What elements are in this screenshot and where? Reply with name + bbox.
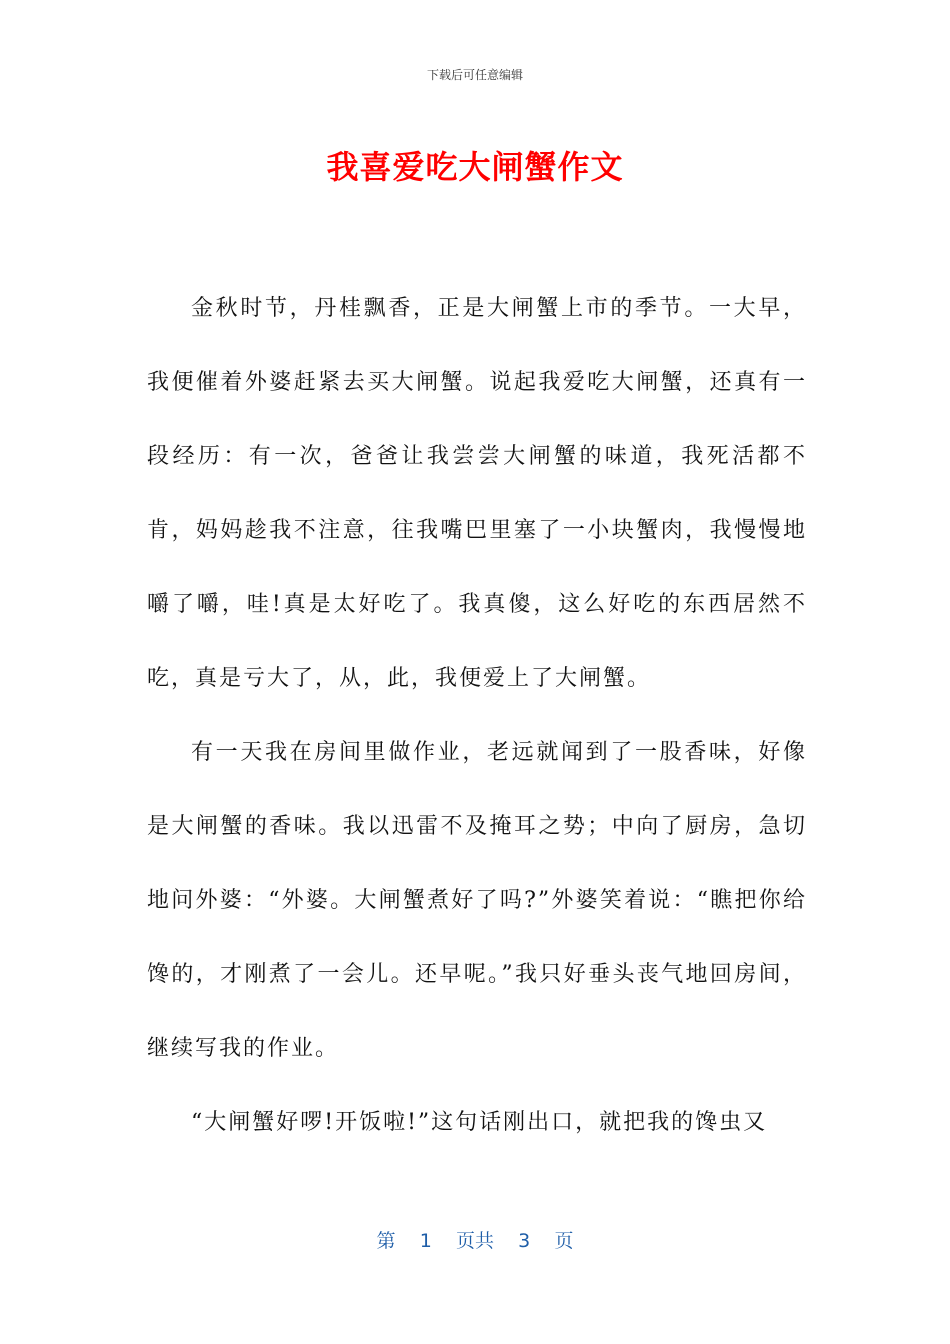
header-note: 下载后可任意编辑 — [426, 68, 523, 82]
document-body — [147, 272, 807, 1160]
paragraph-1: 金秋时节，丹桂飘香，正是大闸蟹上市的季节。一大早，我便催着外婆赶紧去买大闸蟹。说起我爱吃大闸蟹，还真有一段经历：有一次，爸爸让我尝尝大闸蟹的味道，我死活都不肯，妈妈趁我不注意，往我嘴巴里塞了一小块蟹肉，我慢慢地嚼了嚼，哇!真是太好吃了。我真傻，这么好吃的东西居然不吃，真是亏大了，从，此，我便爱上了大闸蟹。 — [147, 296, 807, 691]
footer-total-pages: 3 — [518, 1230, 531, 1252]
footer-current-page: 1 — [419, 1230, 432, 1252]
footer-suffix: 页 — [554, 1230, 574, 1252]
footer-prefix: 第 — [376, 1230, 396, 1252]
document-title: 我喜爱吃大闸蟹作文 — [326, 148, 624, 186]
page-footer — [0, 1226, 950, 1253]
paragraph-3: “大闸蟹好啰!开饭啦!”这句话刚出口，就把我的馋虫又 — [191, 1110, 768, 1135]
footer-middle: 页共 — [455, 1230, 494, 1252]
paragraph-2: 有一天我在房间里做作业，老远就闻到了一股香味，好像是大闸蟹的香味。我以迅雷不及掩耳之势；中向了厨房，急切地问外婆：“外婆。大闸蟹煮好了吗?”外婆笑着说：“瞧把你给馋的，才刚煮了一会儿。还早呢。”我只好垂头丧气地回房间，继续写我的作业。 — [147, 740, 807, 1061]
